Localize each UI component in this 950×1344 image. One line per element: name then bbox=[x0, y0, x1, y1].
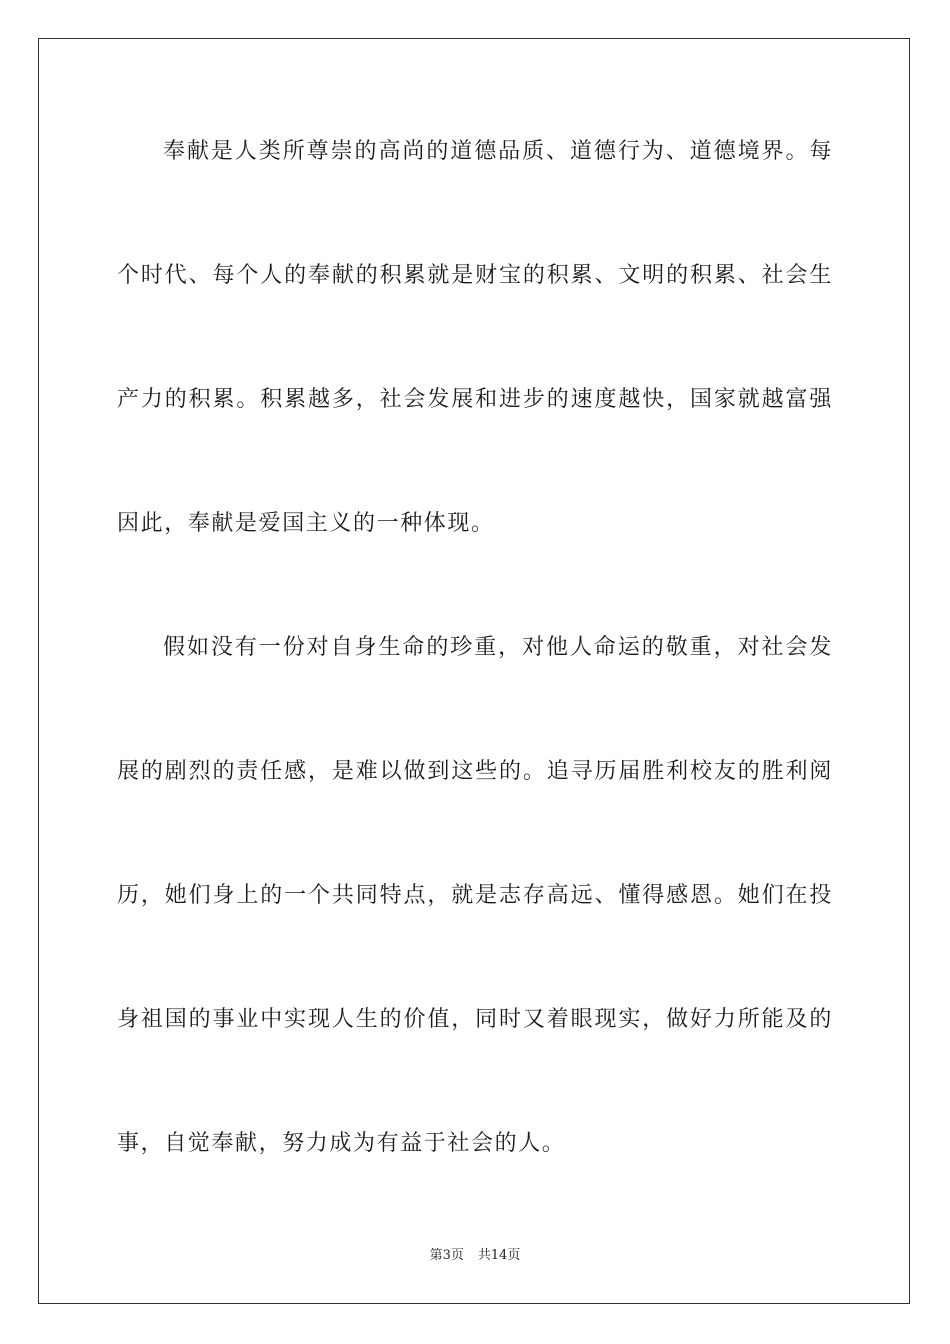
page-border bbox=[38, 38, 910, 1304]
page-number: 第3页 bbox=[429, 1248, 464, 1263]
paragraph-line: 产力的积累。积累越多，社会发展和进步的速度越快，国家就越富强 bbox=[117, 387, 833, 412]
paragraph-line: 假如没有一份对自身生命的珍重，对他人命运的敬重，对社会发 bbox=[163, 635, 833, 660]
paragraph-line: 历，她们身上的一个共同特点，就是志存高远、懂得感恩。她们在投 bbox=[117, 883, 833, 908]
paragraph-line: 身祖国的事业中实现人生的价值，同时又着眼现实，做好力所能及的 bbox=[117, 1007, 833, 1032]
page-footer bbox=[0, 1246, 950, 1266]
paragraph-line: 因此，奉献是爱国主义的一种体现。 bbox=[117, 511, 495, 536]
paragraph-line: 事，自觉奉献，努力成为有益于社会的人。 bbox=[117, 1131, 566, 1156]
paragraph-line: 个时代、每个人的奉献的积累就是财宝的积累、文明的积累、社会生 bbox=[117, 263, 833, 288]
paragraph-line: 展的剧烈的责任感，是难以做到这些的。追寻历届胜利校友的胜利阅 bbox=[117, 759, 833, 784]
total-pages: 共14页 bbox=[477, 1248, 521, 1263]
paragraph-line: 奉献是人类所尊崇的高尚的道德品质、道德行为、道德境界。每 bbox=[163, 139, 833, 164]
